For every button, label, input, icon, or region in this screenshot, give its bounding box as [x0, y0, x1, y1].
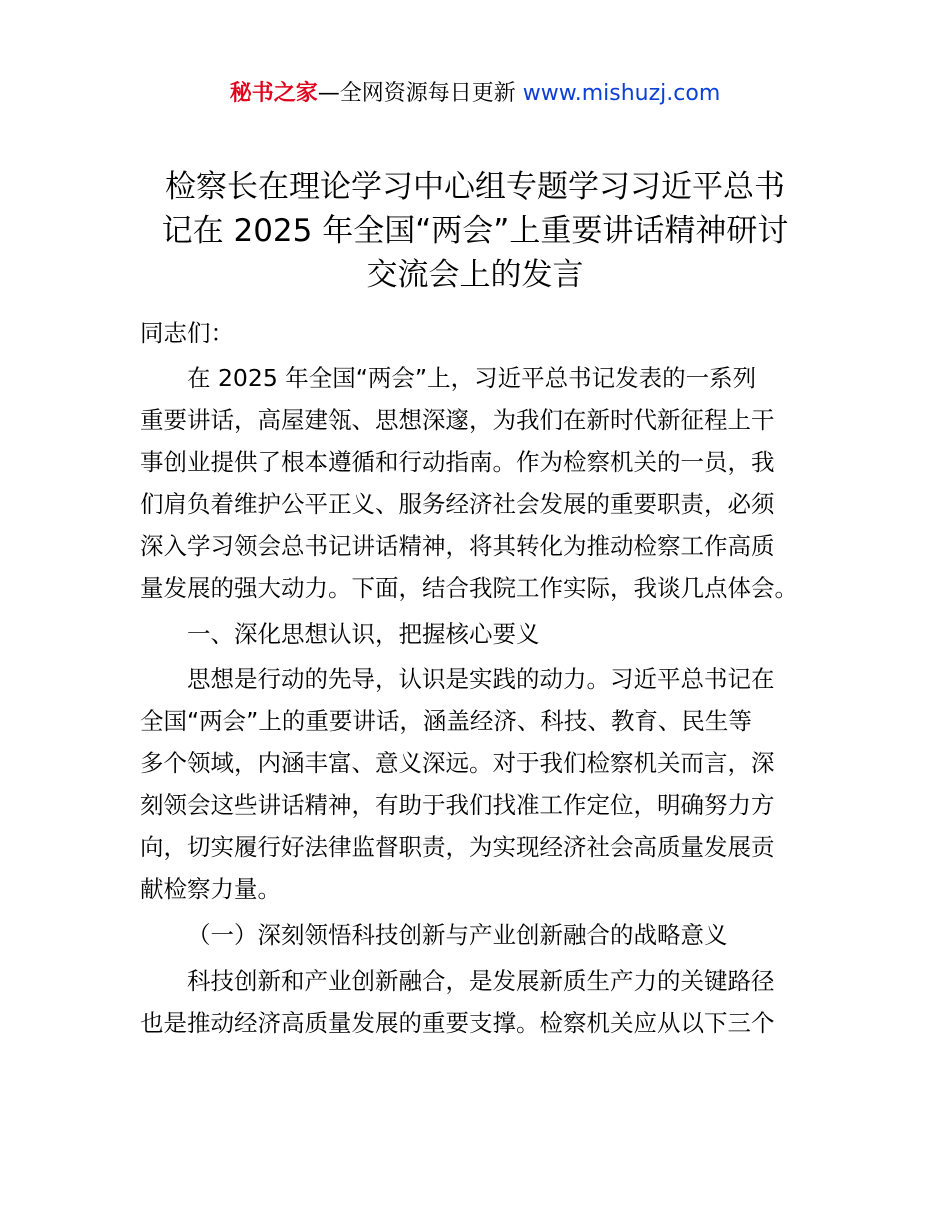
- text-line: 思想是行动的先导，认识是实践的动力。习近平总书记在: [187, 665, 775, 693]
- text-line: 在 2025 年全国“两会”上，习近平总书记发表的一系列: [187, 364, 757, 392]
- paragraph-intro: [140, 357, 830, 609]
- text-line: 刻领会这些讲话精神，有助于我们找准工作定位，明确努力方: [140, 791, 775, 819]
- brand-name: 秘书之家: [229, 81, 318, 106]
- text-line: 科技创新和产业创新融合，是发展新质生产力的关键路径: [187, 967, 775, 995]
- text-line: 多个领域，内涵丰富、意义深远。对于我们检察机关而言，深: [140, 749, 775, 777]
- document-title: [100, 165, 850, 297]
- text-line: 们肩负着维护公平正义、服务经济社会发展的重要职责，必须: [140, 490, 775, 518]
- text-line: 献检察力量。: [140, 875, 281, 903]
- title-line: 记在 2025 年全国“两会”上重要讲话精神研讨: [161, 213, 789, 249]
- text-line: 量发展的强大动力。下面，结合我院工作实际，我谈几点体会。: [140, 574, 798, 602]
- title-line: 交流会上的发言: [366, 257, 584, 293]
- site-url-link[interactable]: www.mishuzj.com: [522, 81, 721, 106]
- document-body: [140, 312, 830, 1044]
- salutation: 同志们：: [140, 319, 234, 347]
- title-line: 检察长在理论学习中心组专题学习习近平总书: [165, 169, 785, 205]
- text-line: 事创业提供了根本遵循和行动指南。作为检察机关的一员，我: [140, 448, 775, 476]
- banner-tagline: —全网资源每日更新: [317, 81, 523, 106]
- text-line: 也是推动经济高质量发展的重要支撑。检察机关应从以下三个: [140, 1009, 775, 1037]
- section-heading: 一、深化思想认识，把握核心要义: [187, 620, 540, 648]
- subsection-heading: （一）深刻领悟科技创新与产业创新融合的战略意义: [187, 921, 728, 949]
- text-line: 向，切实履行好法律监督职责，为实现经济社会高质量发展贡: [140, 833, 775, 861]
- text-line: 深入学习领会总书记讲话精神，将其转化为推动检察工作高质: [140, 532, 775, 560]
- site-banner: [0, 76, 950, 112]
- paragraph-section-1: [140, 658, 830, 910]
- text-line: 重要讲话，高屋建瓴、思想深邃，为我们在新时代新征程上干: [140, 406, 775, 434]
- text-line: 全国“两会”上的重要讲话，涵盖经济、科技、教育、民生等: [140, 707, 752, 735]
- paragraph-subsection-1: [140, 960, 830, 1044]
